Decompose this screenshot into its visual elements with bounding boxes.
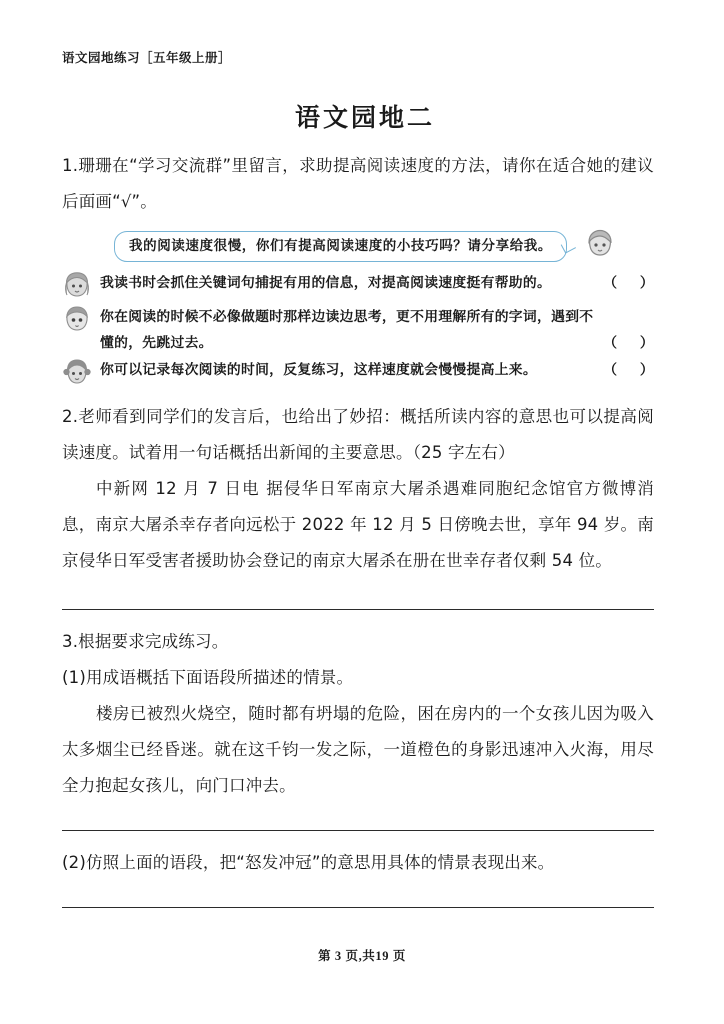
- answer-parentheses[interactable]: （ ）: [603, 335, 654, 350]
- option-body: [100, 357, 654, 383]
- option-body: [100, 304, 654, 356]
- option-line: [100, 304, 654, 330]
- document-body: [62, 148, 654, 908]
- option-line: [100, 330, 654, 356]
- option-text: 懂的，先跳过去。: [100, 335, 213, 350]
- answer-parentheses[interactable]: （ ）: [603, 275, 654, 290]
- option-line: [100, 270, 654, 296]
- question-1-text: 1.珊珊在“学习交流群”里留言，求助提高阅读速度的方法，请你在适合她的建议后面画“√”。: [62, 156, 654, 211]
- option-text: 你可以记录每次阅读的时间，反复练习，这样速度就会慢慢提高上来。: [100, 362, 538, 377]
- question-3-sub1-text: (1)用成语概括下面语段所描述的情景。: [62, 668, 354, 687]
- question-3-text: 3.根据要求完成练习。: [62, 632, 229, 651]
- option-row[interactable]: [62, 270, 654, 303]
- question-3-sub2-text: (2)仿照上面的语段，把“怒发冲冠”的意思用具体的情景表现出来。: [62, 853, 555, 872]
- girl-face-avatar-icon: [583, 229, 617, 264]
- question-3-sub1-passage: 楼房已被烈火烧空，随时都有坍塌的危险，困在房内的一个女孩儿因为吸入太多烟尘已经昏迷。就在这千钧一发之际，一道橙色的身影迅速冲入火海，用尽全力抱起女孩儿，向门口冲去。: [62, 704, 654, 795]
- page-footer: 第 3 页,共19 页: [318, 949, 406, 963]
- answer-parentheses[interactable]: （ ）: [603, 362, 654, 377]
- girl-pigtails-avatar-icon: [62, 357, 92, 390]
- option-text: 你在阅读的时候不必像做题时那样边读边思考，更不用理解所有的字词，遇到不: [100, 309, 594, 324]
- page-title: 语文园地二: [294, 103, 435, 132]
- speech-bubble: 我的阅读速度很慢，你们有提高阅读速度的小技巧吗？请分享给我。: [114, 231, 567, 262]
- document-header-label: 语文园地练习［五年级上册］: [62, 51, 232, 65]
- option-row[interactable]: [62, 357, 654, 390]
- answer-line[interactable]: [62, 907, 654, 908]
- option-body: [100, 270, 654, 296]
- option-row[interactable]: [62, 304, 654, 356]
- question-2-text: 2.老师看到同学们的发言后，也给出了妙招：概括所读内容的意思也可以提高阅读速度。试着用一句话概括出新闻的主要意思。（25 字左右）: [62, 407, 654, 462]
- girl-long-hair-avatar-icon: [62, 270, 92, 303]
- boy-short-hair-avatar-icon: [62, 304, 92, 337]
- option-text: 我读书时会抓住关键词句捕捉有用的信息，对提高阅读速度挺有帮助的。: [100, 275, 552, 290]
- question-2-passage: 中新网 12 月 7 日电 据侵华日军南京大屠杀遇难同胞纪念馆官方微博消息，南京大屠杀幸存者向远松于 2022 年 12 月 5 日傍晚去世，享年 94 岁。南京侵华日军受害者援助协会登记的南京大屠杀在册在世幸存者仅剩 54 位。: [62, 479, 654, 570]
- question-1-options: [62, 270, 654, 390]
- speech-bubble-row: [62, 226, 654, 266]
- option-line: [100, 357, 654, 383]
